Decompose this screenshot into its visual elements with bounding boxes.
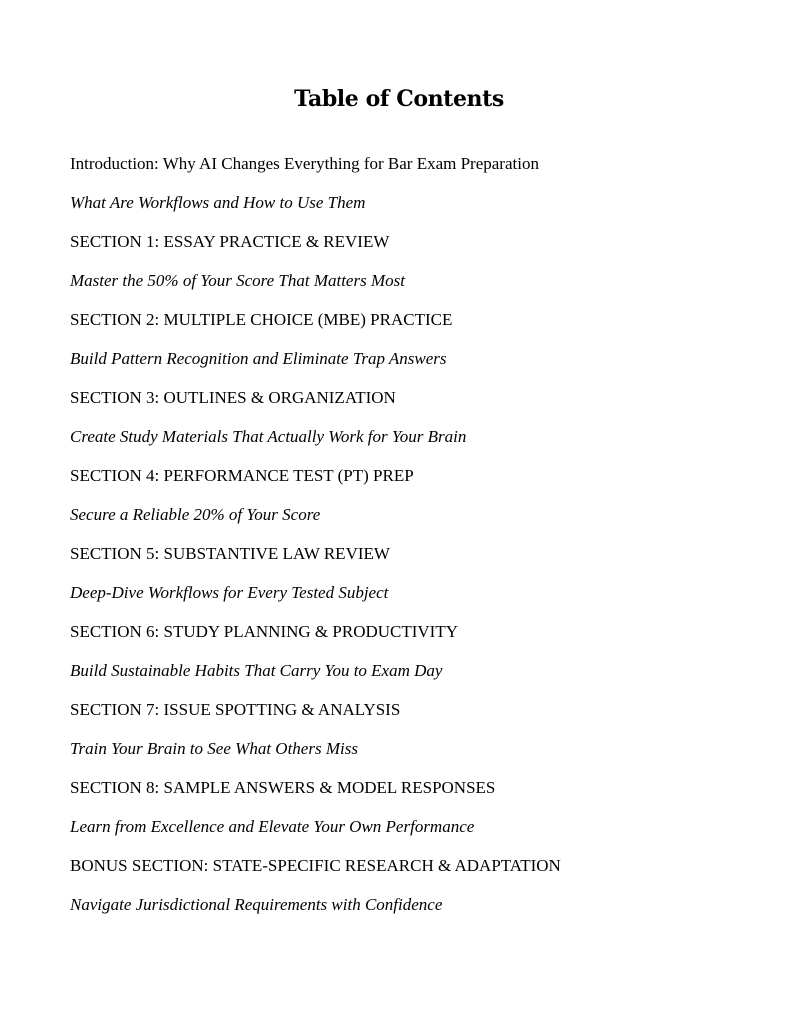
toc-subtitle-section-7: Train Your Brain to See What Others Miss (70, 739, 358, 758)
toc-subtitle-section-6: Build Sustainable Habits That Carry You to Exam Day (70, 661, 443, 680)
toc-entry-section-5: SECTION 5: SUBSTANTIVE LAW REVIEW (70, 544, 390, 563)
toc-entry-section-4: SECTION 4: PERFORMANCE TEST (PT) PREP (70, 466, 414, 485)
toc-entry-section-7: SECTION 7: ISSUE SPOTTING & ANALYSIS (70, 700, 401, 719)
toc-subtitle-section-1: Master the 50% of Your Score That Matters Most (70, 271, 405, 290)
toc-entry-introduction: Introduction: Why AI Changes Everything for Bar Exam Preparation (70, 154, 539, 173)
toc-subtitle-section-5: Deep-Dive Workflows for Every Tested Subject (70, 583, 389, 602)
toc-subtitle-section-2: Build Pattern Recognition and Eliminate Trap Answers (70, 349, 447, 368)
toc-entry-section-8: SECTION 8: SAMPLE ANSWERS & MODEL RESPONSES (70, 778, 496, 797)
toc-entry-section-2: SECTION 2: MULTIPLE CHOICE (MBE) PRACTICE (70, 310, 453, 329)
table-of-contents (70, 151, 770, 931)
toc-entry-bonus-section: BONUS SECTION: STATE-SPECIFIC RESEARCH & ADAPTATION (70, 856, 561, 875)
toc-subtitle-introduction: What Are Workflows and How to Use Them (70, 193, 366, 212)
toc-subtitle-section-3: Create Study Materials That Actually Work for Your Brain (70, 427, 467, 446)
toc-subtitle-section-4: Secure a Reliable 20% of Your Score (70, 505, 321, 524)
toc-entry-section-6: SECTION 6: STUDY PLANNING & PRODUCTIVITY (70, 622, 459, 641)
page-title: Table of Contents (294, 86, 504, 112)
toc-entry-section-3: SECTION 3: OUTLINES & ORGANIZATION (70, 388, 396, 407)
toc-entry-section-1: SECTION 1: ESSAY PRACTICE & REVIEW (70, 232, 390, 251)
toc-subtitle-bonus-section: Navigate Jurisdictional Requirements with Confidence (70, 895, 443, 914)
toc-subtitle-section-8: Learn from Excellence and Elevate Your Own Performance (70, 817, 475, 836)
